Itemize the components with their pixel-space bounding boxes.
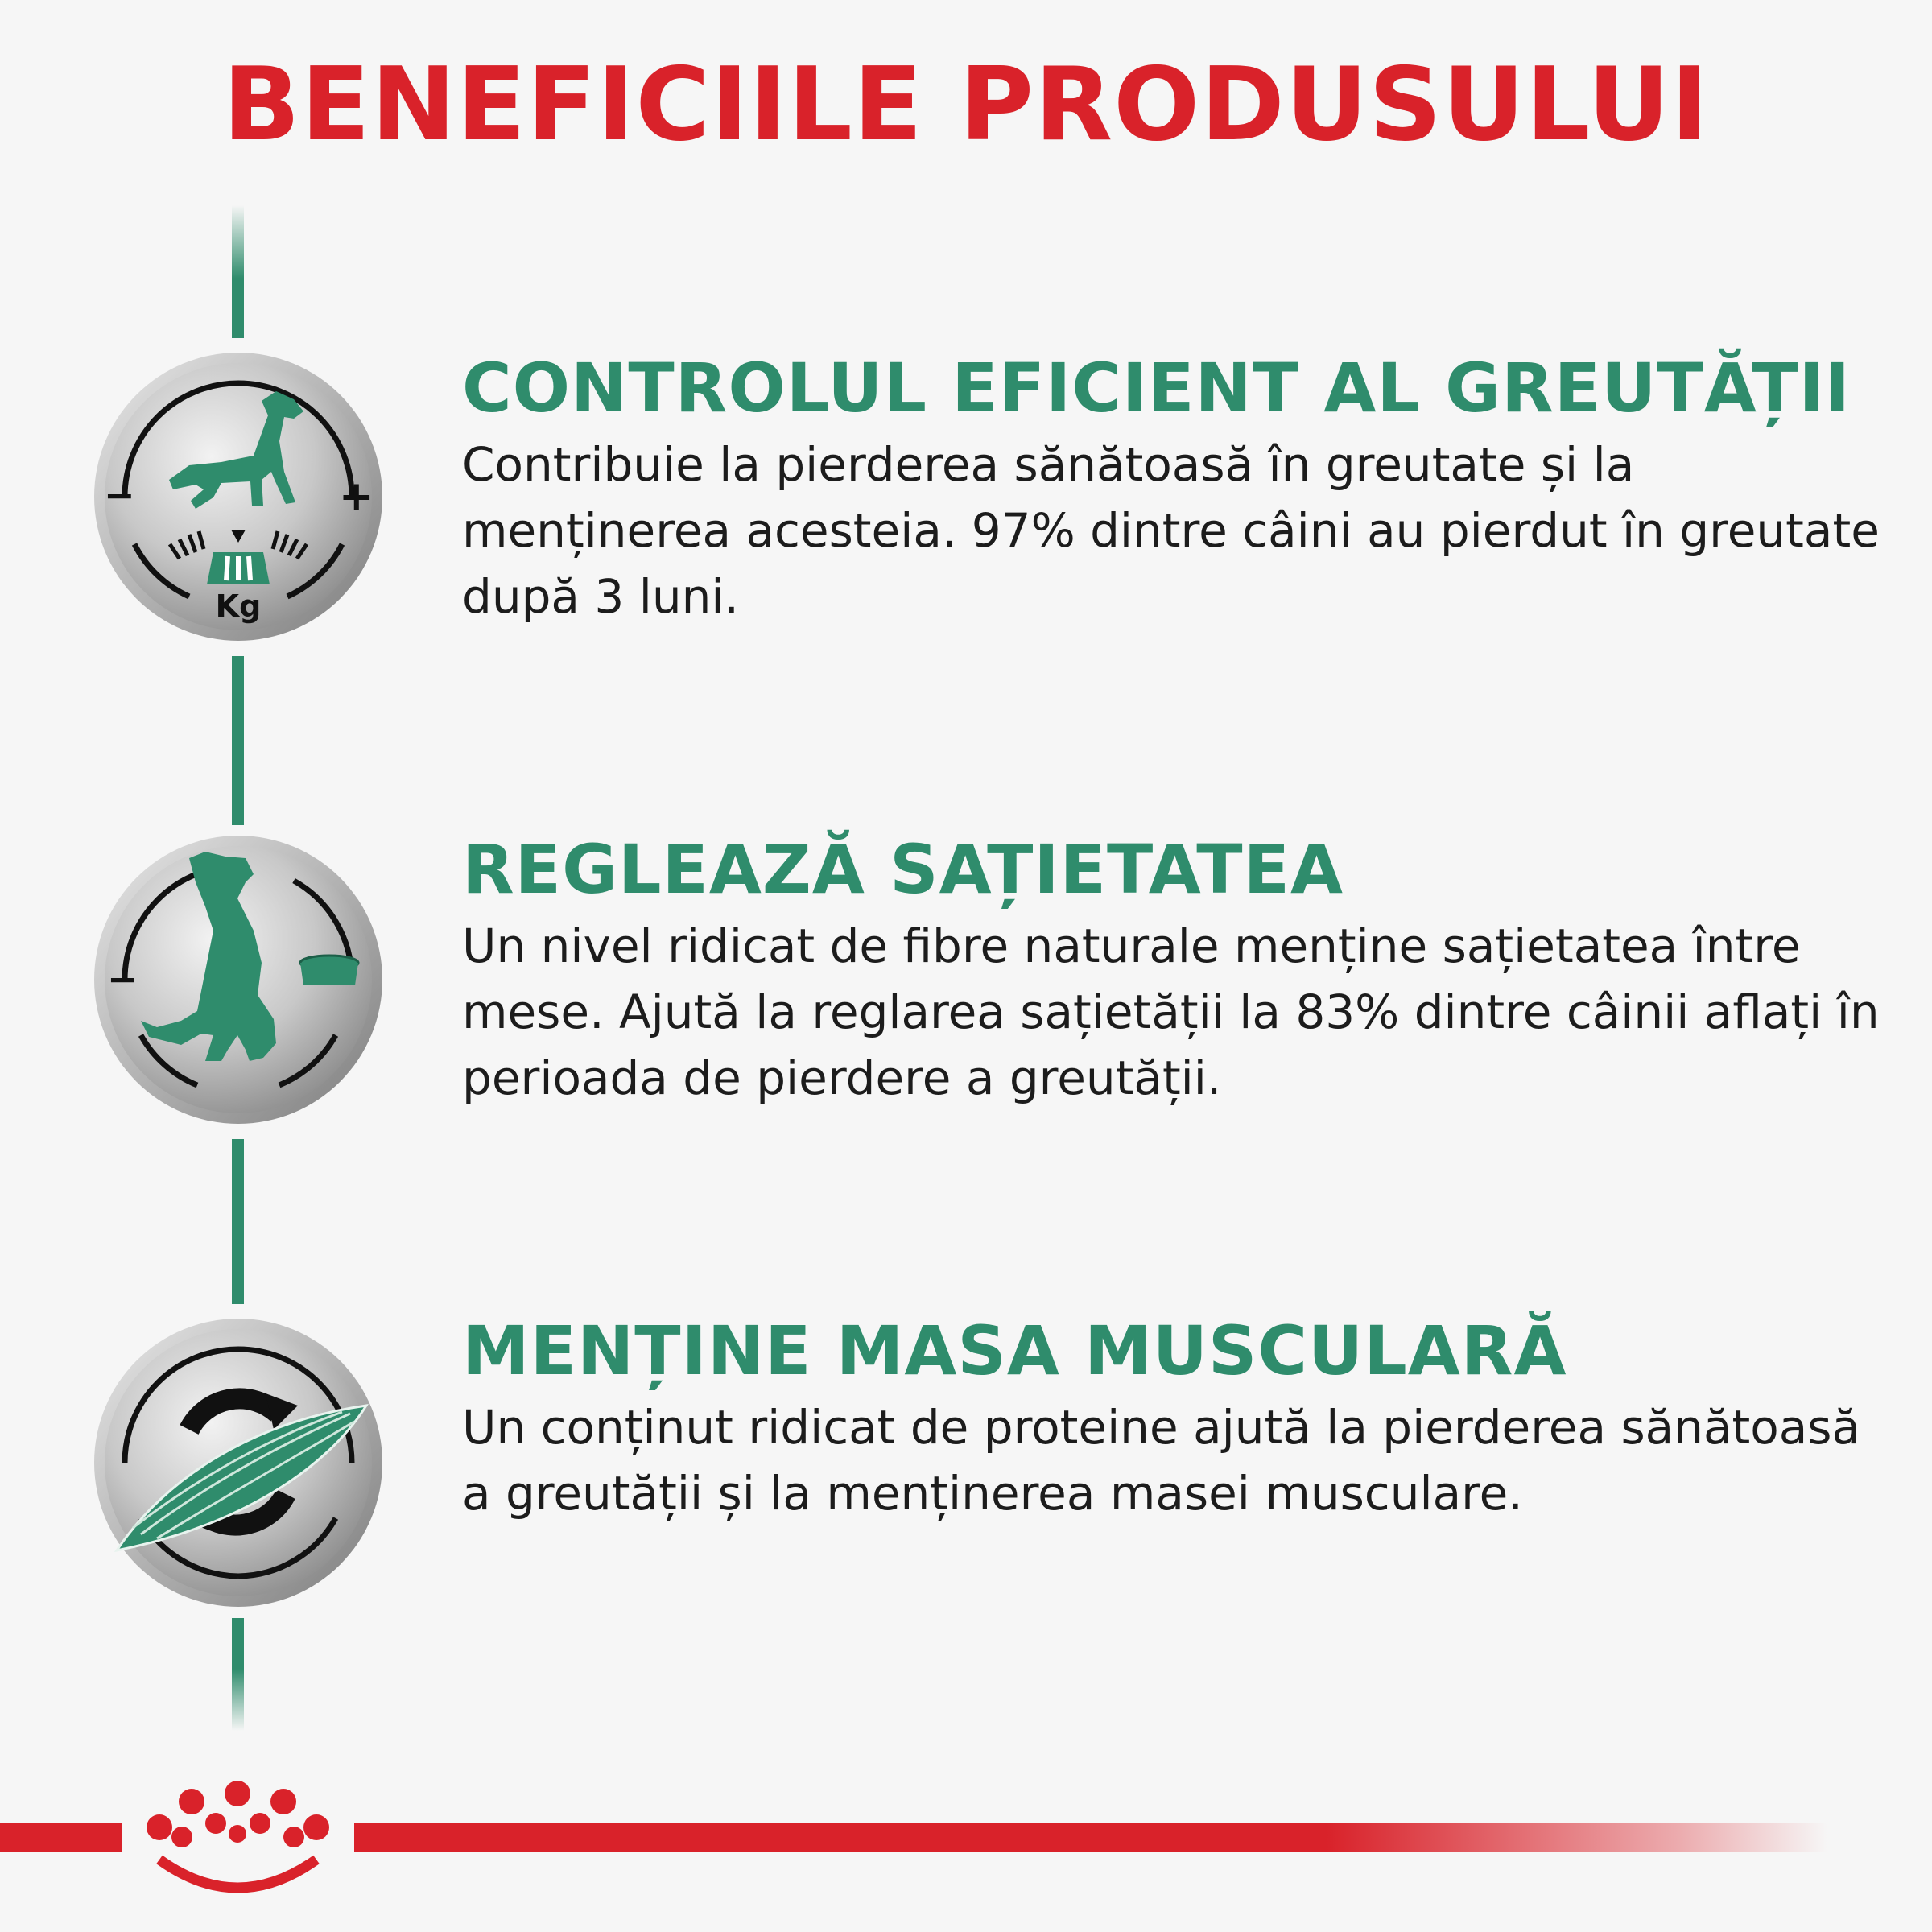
footer-bar-right (354, 1823, 1827, 1852)
benefit-description: Contribuie la pierderea sănătoasă în greutate și la menținerea acesteia. 97% dintre câini au pierdut în greutate după 3 luni. (462, 437, 1880, 624)
benefit-description: Un nivel ridicat de fibre naturale menține sațietatea între mese. Ajută la reglarea sațietății la 83% dintre câinii aflați în perioada de pierdere a greutății. (462, 919, 1880, 1105)
benefit-muscle-mass (462, 1311, 1903, 1526)
muscle-mass-icon (93, 1317, 384, 1608)
benefit-heading: REGLEAZĂ SAȚIETATEA (462, 830, 1344, 909)
benefit-satiety (462, 829, 1903, 1111)
weight-control-icon (93, 351, 384, 642)
timeline-line (232, 1618, 244, 1731)
minus-sign: − (107, 957, 138, 1001)
kg-label: Kg (215, 588, 262, 624)
timeline-line (232, 205, 244, 338)
footer-bar-left (0, 1823, 122, 1852)
benefit-weight-control (462, 348, 1903, 630)
satiety-dog-icon (93, 834, 384, 1125)
minus-sign: − (104, 473, 135, 517)
timeline-line (232, 1139, 244, 1304)
benefit-heading: MENȚINE MASA MUSCULARĂ (462, 1311, 1567, 1390)
royal-canin-crown-logo (135, 1779, 341, 1900)
timeline-line (232, 656, 244, 825)
plus-sign: + (339, 473, 374, 521)
benefit-description: Un conținut ridicat de proteine ajută la pierderea sănătoasă a greutății și la menținerea masei musculare. (462, 1400, 1861, 1521)
page-title: BENEFICIILE PRODUSULUI (222, 45, 1710, 163)
benefit-heading: CONTROLUL EFICIENT AL GREUTĂȚII (462, 349, 1851, 427)
